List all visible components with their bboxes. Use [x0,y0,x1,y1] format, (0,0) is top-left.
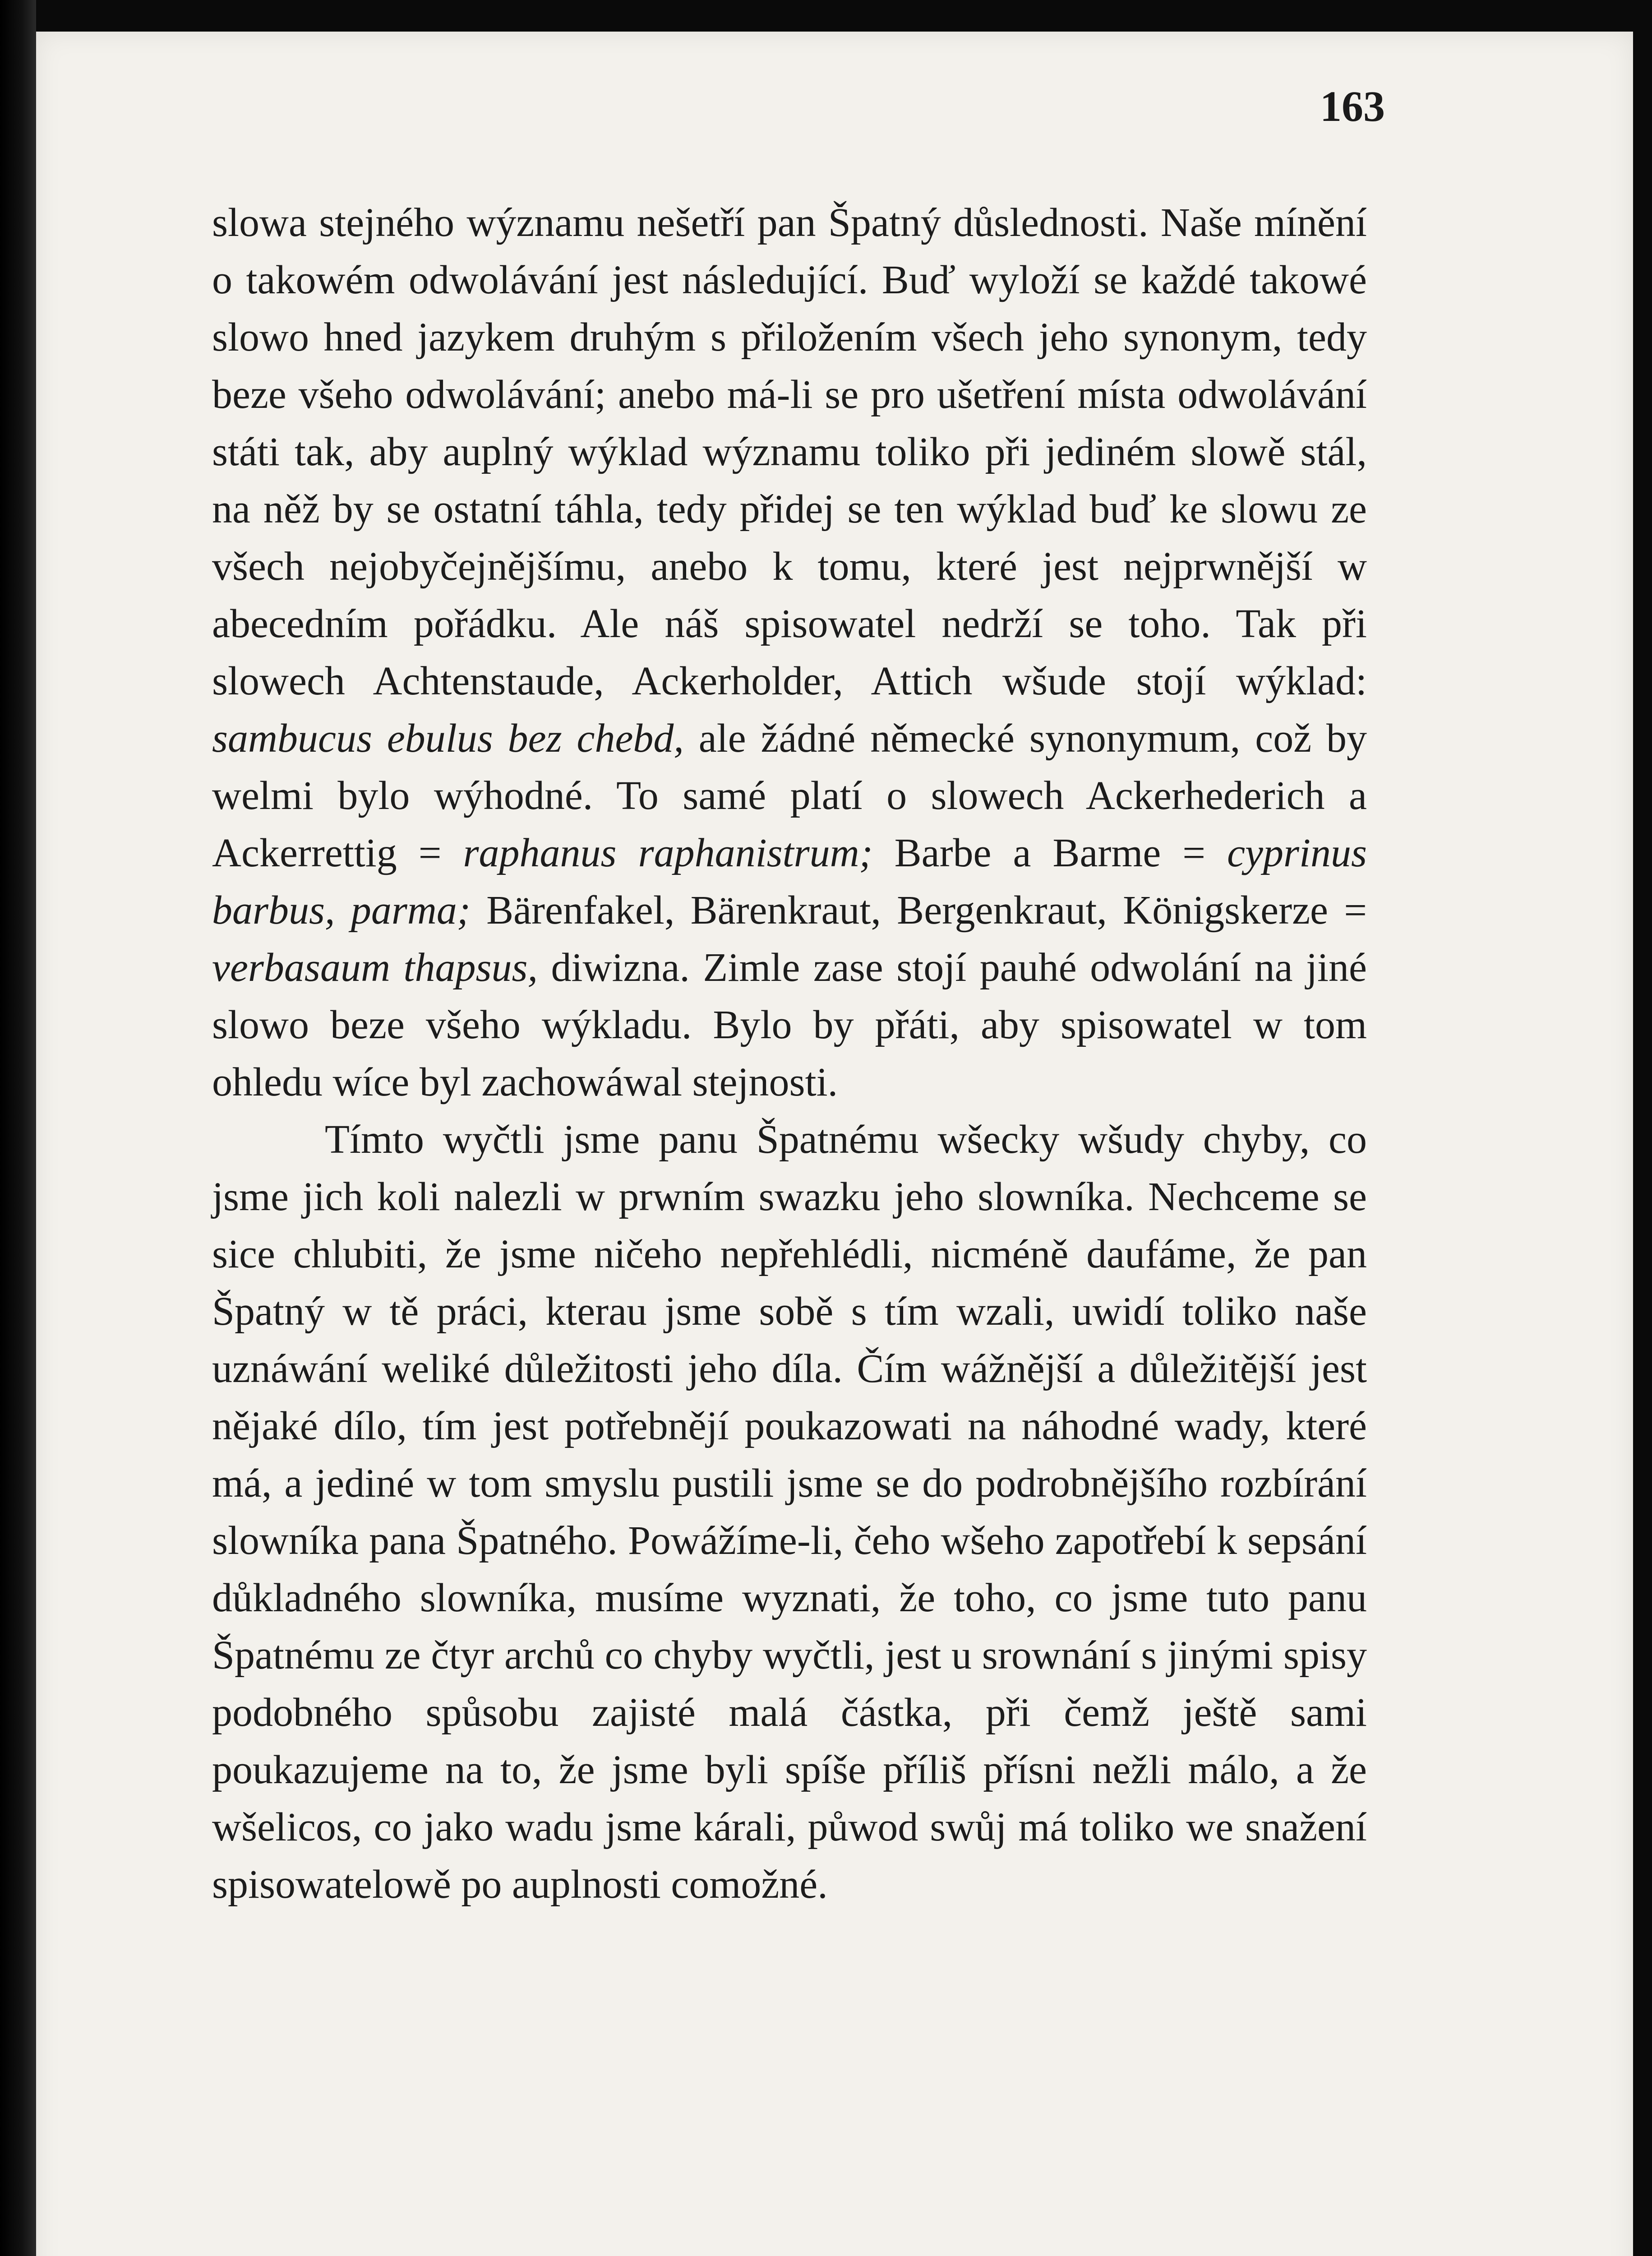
latin-term: raphanus raphanistrum; [463,831,873,875]
body-text [212,194,1367,1913]
paragraph-1 [212,194,1367,1111]
book-spine-shadow [0,0,36,2256]
paragraph-2: Tímto wyčtli jsme panu Špatnému wšecky wšudy chyby, co jsme jich koli nalezli w prwním swazku jeho slowníka. Nechceme se sice chlubiti, že jsme ničeho nepřehlédli, nicméně daufáme, že pan Špatný w tě práci, kterau jsme sobě s tím wzali, uwidí toliko naše uznáwání weliké důležitosti jeho díla. Čím wážnější a důležitější jest nějaké dílo, tím jest potřebnějí poukazowati na náhodné wady, které má, a jediné w tom smyslu pustili jsme se do podrobnějšího rozbírání slowníka pana Špatného. Powážíme-li, čeho wšeho zapotřebí k sepsání důkladného slowníka, musíme wyznati, že toho, co jsme tuto panu Špatnému ze čtyr archů co chyby wyčtli, jest u srownání s jinými spisy podobného spůsobu zajisté malá částka, při čemž ještě sami poukazujeme na to, že jsme byli spíše příliš přísni nežli málo, a že wšelicos, co jako wadu jsme kárali, půwod swůj má toliko we snažení spisowatelowě po auplnosti comožné. [212,1117,1367,1907]
latin-term: cyprinus barbus, parma; [212,831,1367,933]
latin-term: verbasaum thapsus, [212,945,538,990]
latin-term: sambucus ebulus bez chebd, [212,716,684,761]
text-run: Bärenfakel, Bärenkraut, Bergenkraut, Königskerze = [470,888,1367,933]
text-run: slowa stejného wýznamu nešetří pan Špatný důslednosti. Naše mínění o takowém odwolávání jest následující. Buď wyloží se každé takowé slowo hned jazykem druhým s přiložením všech jeho synonym, tedy beze všeho odwolávání; anebo má-li se pro ušetření místa odwolávání státi tak, aby auplný wýklad wýznamu toliko při jediném slowě stál, na něž by se ostatní táhla, tedy přidej se ten wýklad buď ke slowu ze všech nejobyčejnějšímu, anebo k tomu, které jest nejprwnější w abecedním pořádku. Ale náš spisowatel nedrží se toho. Tak při slowech Achtenstaude, Ackerholder, Attich wšude stojí wýklad: [212,200,1367,703]
text-run: ale žádné německé synonymum, což by welmi bylo wýhodné. To samé platí o slowech Ackerhederich a Ackerrettig = [212,716,1367,875]
text-run: Barbe a Barme = [872,831,1227,875]
page-number: 163 [1320,82,1385,130]
text-run: diwizna. Zimle zase stojí pauhé odwolání na jiné slowo beze všeho wýkladu. Bylo by přáti, aby spisowatel w tom ohledu wíce byl zachowáwal stejnosti. [212,945,1367,1105]
